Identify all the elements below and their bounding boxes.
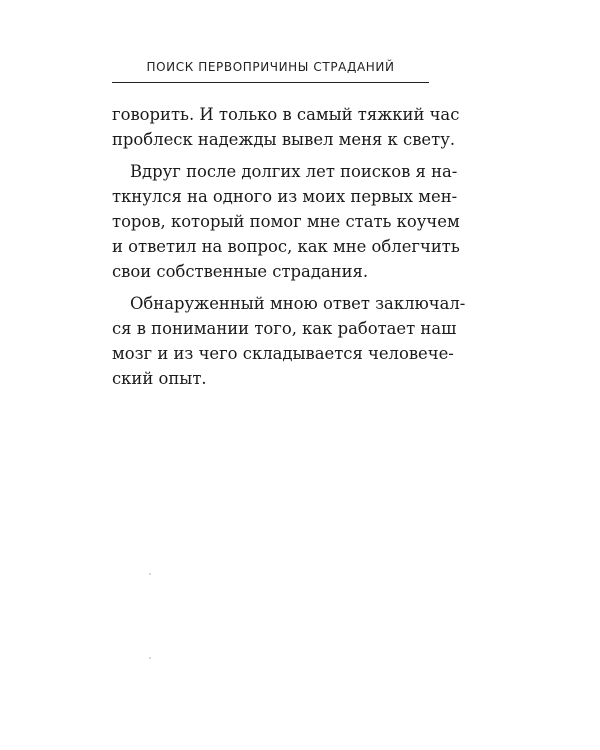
paper-speck — [149, 573, 151, 575]
paragraph — [112, 159, 460, 284]
body-text — [112, 102, 466, 391]
text-line: говорить. И только в самый тяжкий час — [112, 105, 460, 124]
text-line: ткнулся на одного из моих первых мен- — [112, 187, 458, 206]
text-line: ся в понимании того, как работает наш — [112, 319, 457, 338]
running-head: ПОИСК ПЕРВОПРИЧИНЫ СТРАДАНИЙ — [146, 60, 395, 74]
text-line: проблеск надежды вывел меня к свету. — [112, 130, 456, 149]
text-line: свои собственные страдания. — [112, 262, 369, 281]
text-line: и ответил на вопрос, как мне облегчить — [112, 237, 460, 256]
paragraph — [112, 291, 466, 391]
text-line: мозг и из чего складывается человече- — [112, 344, 454, 363]
text-line: Вдруг после долгих лет поисков я на- — [130, 162, 458, 181]
paper-speck — [149, 657, 151, 659]
text-line: Обнаруженный мною ответ заключал- — [130, 294, 466, 313]
header-rule — [112, 82, 429, 83]
text-line: ский опыт. — [112, 369, 207, 388]
text-line: торов, который помог мне стать коучем — [112, 212, 460, 231]
paragraph — [112, 102, 460, 152]
